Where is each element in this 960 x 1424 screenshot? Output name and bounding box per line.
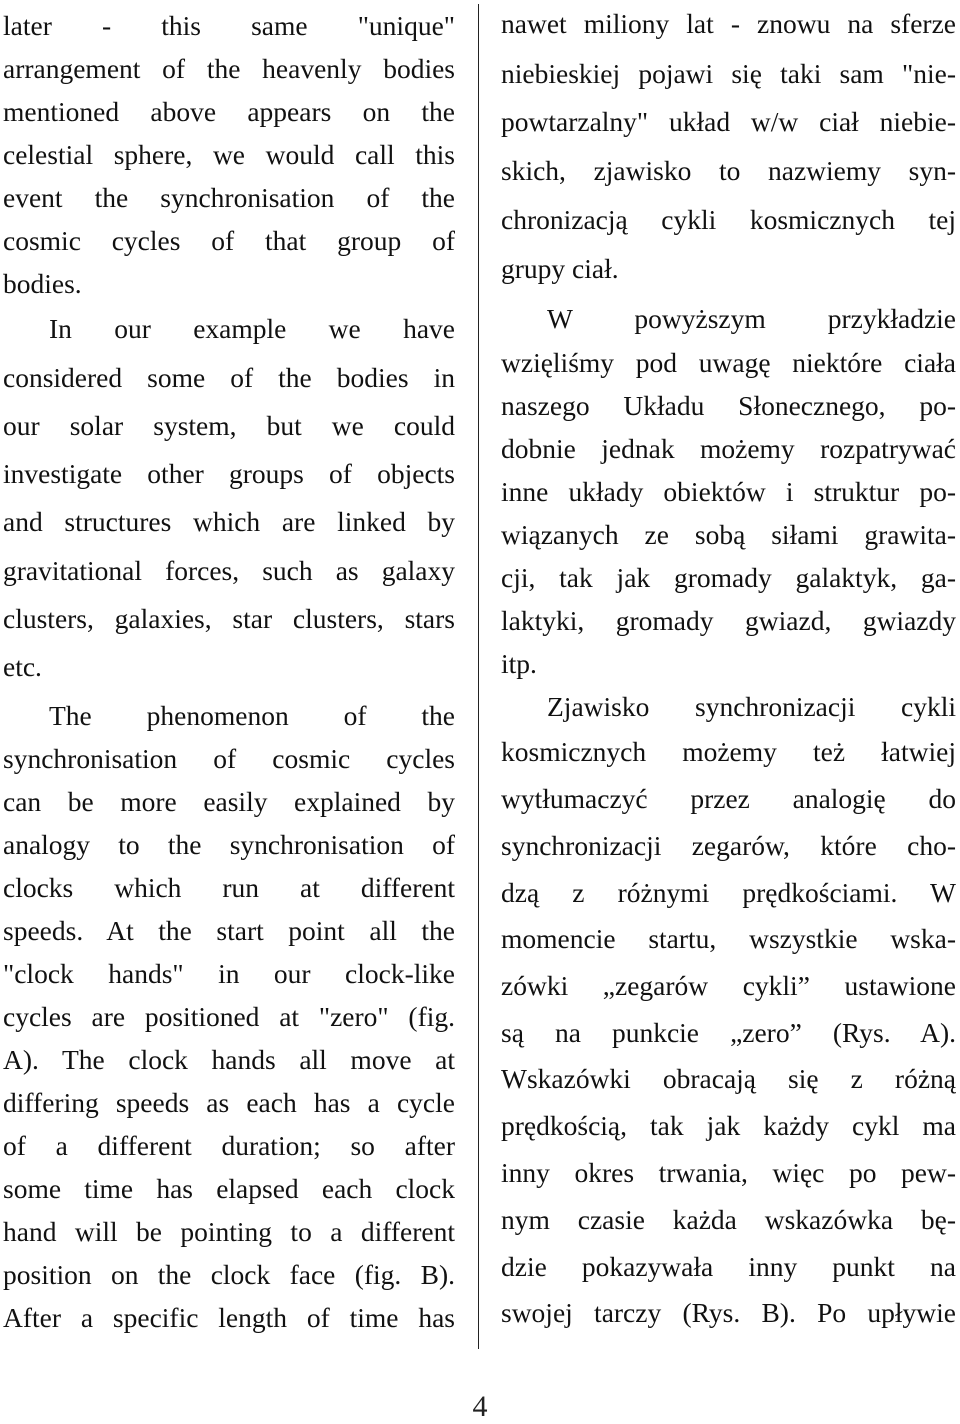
text-line: swojej tarczy (Rys. B). Po upływie: [501, 1297, 956, 1328]
text-line: of a different duration; so after: [3, 1130, 455, 1161]
text-line: arrangement of the heavenly bodies: [3, 53, 455, 84]
text-line: bodies.: [3, 268, 82, 299]
text-line: inne układy obiektów i struktur po-: [501, 476, 956, 507]
text-line: grupy ciał.: [501, 253, 619, 284]
text-line: synchronisation of cosmic cycles: [3, 743, 455, 774]
text-line: W powyższym przykładzie: [547, 303, 956, 334]
text-line: and structures which are linked by: [3, 506, 455, 537]
text-line: hand will be pointing to a different: [3, 1216, 455, 1247]
text-line: Zjawisko synchronizacji cykli: [547, 691, 956, 722]
text-line: "clock hands" in our clock-like: [3, 958, 455, 989]
text-line: The phenomenon of the: [49, 700, 455, 731]
text-line: Wskazówki obracają się z różną: [501, 1063, 956, 1094]
text-line: After a specific length of time has: [3, 1302, 455, 1333]
text-line: cycles are positioned at "zero" (fig.: [3, 1001, 455, 1032]
text-line: niebieskiej pojawi się taki sam "nie-: [501, 58, 956, 89]
text-line: wiązanych ze sobą siłami grawita-: [501, 519, 956, 550]
page-number: 4: [472, 1390, 488, 1423]
text-line: itp.: [501, 648, 537, 679]
text-line: investigate other groups of objects: [3, 458, 455, 489]
text-line: In our example we have: [49, 313, 455, 344]
column-divider: [478, 4, 479, 1349]
text-line: gravitational forces, such as galaxy: [3, 555, 455, 586]
text-line: nawet miliony lat - znowu na sferze: [501, 8, 956, 39]
text-line: clusters, galaxies, star clusters, stars: [3, 603, 455, 634]
text-line: cosmic cycles of that group of: [3, 225, 455, 256]
text-line: celestial sphere, we would call this: [3, 139, 455, 170]
text-line: wytłumaczyć przez analogię do: [501, 783, 956, 814]
text-line: momencie startu, wszystkie wska-: [501, 923, 956, 954]
text-line: position on the clock face (fig. B).: [3, 1259, 455, 1290]
text-line: speeds. At the start point all the: [3, 915, 455, 946]
text-line: some time has elapsed each clock: [3, 1173, 455, 1204]
text-line: nym czasie każda wskazówka bę-: [501, 1204, 956, 1235]
text-line: etc.: [3, 651, 42, 682]
text-line: skich, zjawisko to nazwiemy syn-: [501, 155, 956, 186]
text-line: naszego Układu Słonecznego, po-: [501, 390, 956, 421]
text-line: event the synchronisation of the: [3, 182, 455, 213]
text-line: chronizacją cykli kosmicznych tej: [501, 204, 956, 235]
text-line: A). The clock hands all move at: [3, 1044, 455, 1075]
text-line: laktyki, gromady gwiazd, gwiazdy: [501, 605, 956, 636]
text-line: są na punkcie „zero” (Rys. A).: [501, 1017, 956, 1048]
text-line: mentioned above appears on the: [3, 96, 455, 127]
text-line: can be more easily explained by: [3, 786, 455, 817]
text-line: powtarzalny" układ w/w ciał niebie-: [501, 106, 956, 137]
text-line: prędkością, tak jak każdy cykl ma: [501, 1110, 956, 1141]
text-line: analogy to the synchronisation of: [3, 829, 455, 860]
text-line: dzą z różnymi prędkościami. W: [501, 877, 956, 908]
text-line: clocks which run at different: [3, 872, 455, 903]
text-line: inny okres trwania, więc po pew-: [501, 1157, 956, 1188]
text-line: later - this same "unique": [3, 10, 455, 41]
text-line: zówki „zegarów cykli” ustawione: [501, 970, 956, 1001]
text-line: dobnie jednak możemy rozpatrywać: [501, 433, 956, 464]
text-line: kosmicznych możemy też łatwiej: [501, 736, 956, 767]
text-line: our solar system, but we could: [3, 410, 455, 441]
text-line: wzięliśmy pod uwagę niektóre ciała: [501, 347, 956, 378]
text-line: differing speeds as each has a cycle: [3, 1087, 455, 1118]
text-line: cji, tak jak gromady galaktyk, ga-: [501, 562, 956, 593]
text-line: synchronizacji zegarów, które cho-: [501, 830, 956, 861]
text-line: dzie pokazywała inny punkt na: [501, 1251, 956, 1282]
text-line: considered some of the bodies in: [3, 362, 455, 393]
